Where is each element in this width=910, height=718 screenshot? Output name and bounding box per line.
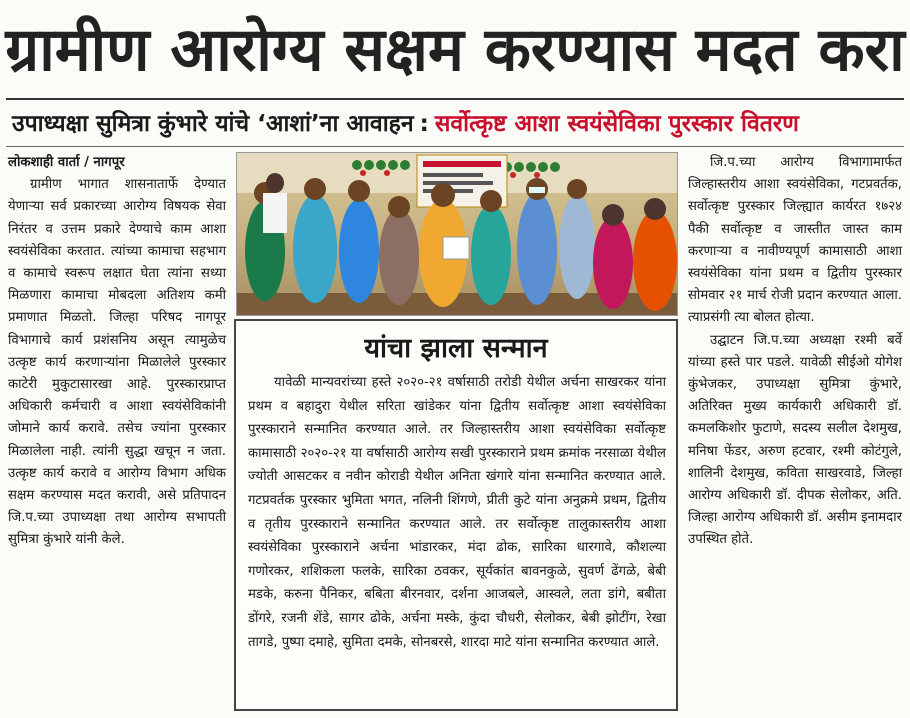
right-paragraph-2: उद्घाटन जि.प.च्या अध्यक्षा रश्मी बर्वे यांच्या हस्ते पार पडले. यावेळी सीईओ योगेश कुंभेजकर, उपाध्यक्षा सुमित्रा कुंभारे, अतिरिक्त मुख्य कार्यकारी अधिकारी डॉ. कमलकिशोर फुटाणे, सदस्य सलील देशमुख, मनिषा फेंडर, अरुण हटवार, रश्मी कोटंगुले, शालिनी देशमुख, कविता साखरवाडे, जिल्हा आरोग्य अधिकारी डॉ. दीपक सेलोकर, अति. जिल्हा आरोग्य अधिकारी डॉ. असीम इनामदार उपस्थित होते. bbox=[688, 332, 902, 548]
right-column bbox=[688, 152, 902, 552]
left-paragraph: ग्रामीण भागात शासनातार्फे देण्यात येणाऱ्या सर्व प्रकारच्या आरोग्य विषयक सेवा निरंतर व उत्तम प्रकारे देण्याचे काम आशा स्वयंसेविका करतात. त्यांच्या कामाचा सहभाग व कामाचे स्वरूप लक्षात घेता त्यांना सध्या मिळणारा कामाचा मोबदला अतिशय कमी प्रमाणात मिळतो. जिल्हा परिषद नागपूर विभागाचे कार्य प्रशंसनिय असून त्यामुळेच उत्कृष्ट कार्य करणाऱ्यांना मिळालेले पुरस्कार काटेरी मुकुटासारखा आहे. पुरस्कारप्राप्त अधिकारी कर्मचारी व आशा स्वयंसेविकांनी जोमाने कार्य करावे. तसेच ज्यांना पुरस्कार मिळालेला नाही. त्यांनी सुद्धा खचून न जता. उत्कृष्ट कार्य करावे व आरोग्य विभाग अधिक सक्षम करण्यास मदत करावी, असे प्रतिपादन जि.प.च्या उपाध्यक्षा तथा आरोग्य सभापती सुमित्रा कुंभारे यांनी केले. bbox=[8, 177, 226, 548]
dateline: लोकशाही वार्ता / नागपूर bbox=[8, 155, 125, 170]
honorees-box-body bbox=[236, 371, 676, 654]
subheadline-rule bbox=[6, 146, 904, 147]
award-ceremony-illustration bbox=[237, 153, 677, 315]
subheadline-lead: उपाध्यक्षा सुमित्रा कुंभारे यांचे ‘आशां’ना आवाहन bbox=[12, 111, 414, 137]
subheadline-separator: : bbox=[419, 111, 429, 137]
honorees-box-title: यांचा झाला सन्मान bbox=[364, 333, 548, 364]
headline: ग्रामीण आरोग्य सक्षम करण्यास मदत करा bbox=[5, 15, 905, 85]
right-paragraph-1: जि.प.च्या आरोग्य विभागामार्फत जिल्हास्तरीय आशा स्वयंसेविका, गटप्रवर्तक, सर्वोत्कृष्ट पुरस्कार जिल्ह्यात कार्यरत १७२४ पैकी सर्वोत्कृष्ट व जास्तीत जास्त काम करणाऱ्या व नावीण्यपूर्ण कामासाठी आशा स्वयंसेविका यांना प्रथम व द्वितीय पुरस्कार सोमवार २१ मार्च रोजी प्रदान करण्यात आला. त्याप्रसंगी त्या बोलत होत्या. bbox=[688, 155, 902, 326]
honorees-box bbox=[234, 319, 678, 711]
award-ceremony-photo bbox=[236, 152, 678, 316]
left-column bbox=[8, 152, 226, 552]
headline-rule bbox=[6, 98, 904, 100]
honorees-paragraph: यावेळी मान्यवरांच्या हस्ते २०२०-२१ वर्षासाठी तरोडी येथील अर्चना साखरकर यांना प्रथम व बहादुरा येथील सरिता खांडेकर यांना द्वितीय सर्वोत्कृष्ट आशा स्वयंसेविका पुरस्काराने सन्मानित करण्यात आले. तर जिल्हास्तरीय आशा स्वयंसेविका सर्वोत्कृष्ट कामासाठी २०२०-२१ या वर्षासाठी आरोग्य सखी पुरस्काराने प्रथम क्रमांक नरसाळा येथील ज्योती आसटकर व नवीन कोराडी येथील अनिता खंगारे यांना सन्मानित करण्यात आले. गटप्रवर्तक पुरस्कार भुमिता भगत, नलिनी शिंगणे, प्रीती कुटे यांना अनुक्रमे प्रथम, द्वितीय व तृतीय पुरस्काराने सन्मानित करण्यात आले. तर सर्वोत्कृष्ट तालुकास्तरीय आशा स्वयंसेविका पुरस्काराने अर्चना भांडारकर, मंदा ढोक, सारिका धारगावे, कौशल्या गणोरकर, शशिकला फलके, सारिका ठवकर, सूर्यकांत बावनकुळे, सुवर्ण ढेंगळे, बेबी मडके, करुना पैनिकर, बबिता बीरनवार, दर्शना आजबले, आस्वले, लता डांगे, बबीता डोंगरे, रजनी शेंडे, सागर ढोके, अर्चना मस्के, कुंदा चौधरी, सेलोकर, बेबी झोटींग, रेखा तागडे, पुष्पा दमाहे, सुमिता दमके, सोनबरसे, शारदा माटे यांना सन्मानित करण्यात आले. bbox=[248, 375, 666, 650]
subheadline bbox=[12, 104, 902, 144]
subheadline-highlight: सर्वोत्कृष्ट आशा स्वयंसेविका पुरस्कार वितरण bbox=[434, 111, 799, 137]
